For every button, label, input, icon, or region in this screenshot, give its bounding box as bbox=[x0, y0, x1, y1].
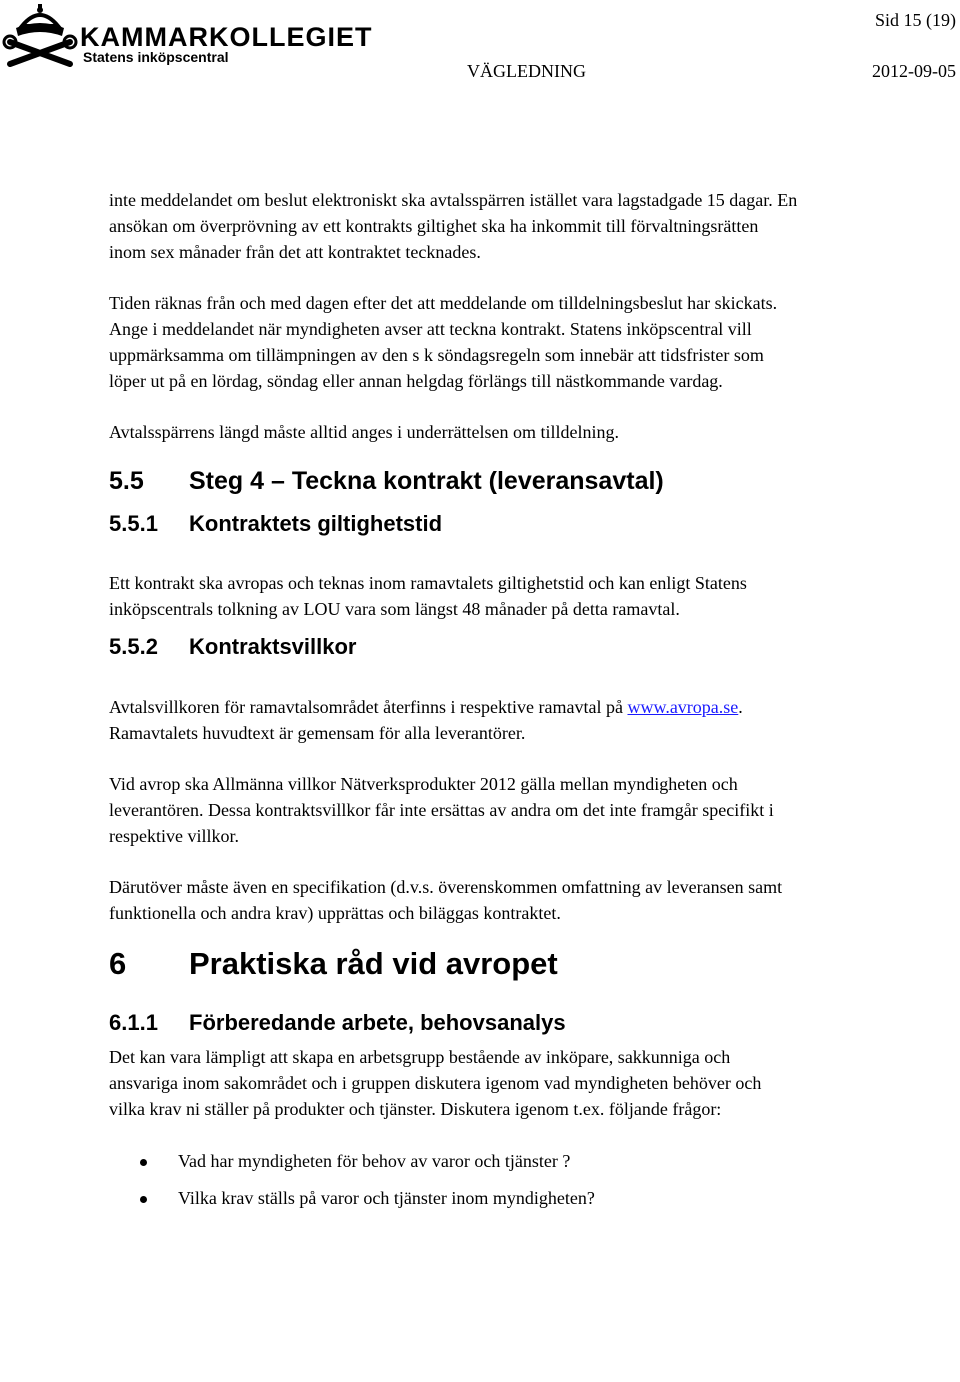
paragraph: Därutöver måste även en specifikation (d.v.s. överenskommen omfattning av leveransen samt funktionella och andra krav) upprättas och biläggas kontraktet. bbox=[109, 877, 783, 923]
section-title: Kontraktsvillkor bbox=[189, 634, 357, 659]
bullet-list bbox=[0, 1148, 799, 1211]
paragraph: Tiden räknas från och med dagen efter det att meddelande om tilldelningsbeslut har skickats. Ange i meddelandet när myndigheten avser att teckna kontrakt. Statens inköpscentral vill uppmärksamma om tillämpningen av den s k söndagsregeln som innebär att tidsfrister som löper ut på en lördag, söndag eller annan helgdag förlängs till nästkommande vardag. bbox=[109, 293, 778, 391]
kammarkollegiet-logo bbox=[0, 0, 373, 70]
page-number: Sid 15 (19) bbox=[875, 10, 956, 30]
document-date: 2012-09-05 bbox=[872, 61, 956, 81]
paragraph: Ett kontrakt ska avropas och teknas inom ramavtalets giltighetstid och kan enligt Statens inköpscentrals tolkning av LOU vara som längst 48 månader på detta ramavtal. bbox=[109, 573, 747, 619]
section-number: 6 bbox=[109, 946, 127, 981]
list-item-text: Vad har myndigheten för behov av varor och tjänster ? bbox=[178, 1151, 571, 1171]
list-item-text: Vilka krav ställs på varor och tjänster inom myndigheten? bbox=[178, 1188, 595, 1208]
bullet-icon bbox=[140, 1159, 147, 1166]
list-item bbox=[0, 1185, 799, 1211]
bullet-icon bbox=[140, 1196, 147, 1203]
section-title: Kontraktets giltighetstid bbox=[189, 511, 443, 536]
list-item bbox=[0, 1148, 799, 1174]
logo-name: KAMMARKOLLEGIET bbox=[80, 22, 373, 52]
text: Avtalsvillkoren för ramavtalsområdet återfinns i respektive ramavtal på bbox=[109, 697, 628, 717]
crown-crest-icon bbox=[2, 2, 78, 68]
section-number: 5.5.2 bbox=[109, 634, 158, 659]
paragraph: inte meddelandet om beslut elektroniskt ska avtalsspärren istället vara lagstadgade 15 dagar. En ansökan om överprövning av ett kontrakts giltighet ska ha inkommit till förvaltningsrätten inom sex månader från det att kontraktet tecknades. bbox=[109, 190, 798, 262]
page-content bbox=[109, 187, 799, 1211]
paragraph bbox=[109, 694, 799, 746]
paragraph: Vid avrop ska Allmänna villkor Nätverksprodukter 2012 gälla mellan myndigheten och leverantören. Dessa kontraktsvillkor får inte ersättas av andra om det inte framgår specifikt i respektive villkor. bbox=[109, 774, 774, 846]
section-heading-5-5 bbox=[109, 465, 799, 497]
section-heading-6 bbox=[109, 944, 799, 984]
paragraph: Det kan vara lämpligt att skapa en arbetsgrupp bestående av inköpare, sakkunniga och ansvariga inom sakområdet och i gruppen diskutera igenom vad myndigheten behöver och vilka krav ni ställer på produkter och tjänster. Diskutera igenom t.ex. följande frågor: bbox=[109, 1047, 762, 1119]
section-heading-5-5-1 bbox=[109, 509, 799, 539]
section-heading-6-1-1 bbox=[109, 1008, 799, 1038]
section-number: 6.1.1 bbox=[109, 1010, 158, 1035]
document-type: VÄGLEDNING bbox=[467, 61, 586, 81]
avropa-link[interactable]: www.avropa.se bbox=[627, 697, 739, 717]
paragraph: Avtalsspärrens längd måste alltid anges i underrättelsen om tilldelning. bbox=[109, 422, 620, 442]
section-title: Förberedande arbete, behovsanalys bbox=[189, 1010, 566, 1035]
text: . Ramavtalets huvudtext är gemensam för alla leverantörer. bbox=[109, 697, 743, 743]
section-title: Praktiska råd vid avropet bbox=[189, 946, 558, 981]
section-title: Steg 4 – Teckna kontrakt (leveransavtal) bbox=[189, 467, 664, 495]
section-heading-5-5-2 bbox=[109, 632, 799, 662]
logo-subtitle: Statens inköpscentral bbox=[83, 49, 229, 65]
section-number: 5.5 bbox=[109, 467, 144, 495]
section-number: 5.5.1 bbox=[109, 511, 158, 536]
